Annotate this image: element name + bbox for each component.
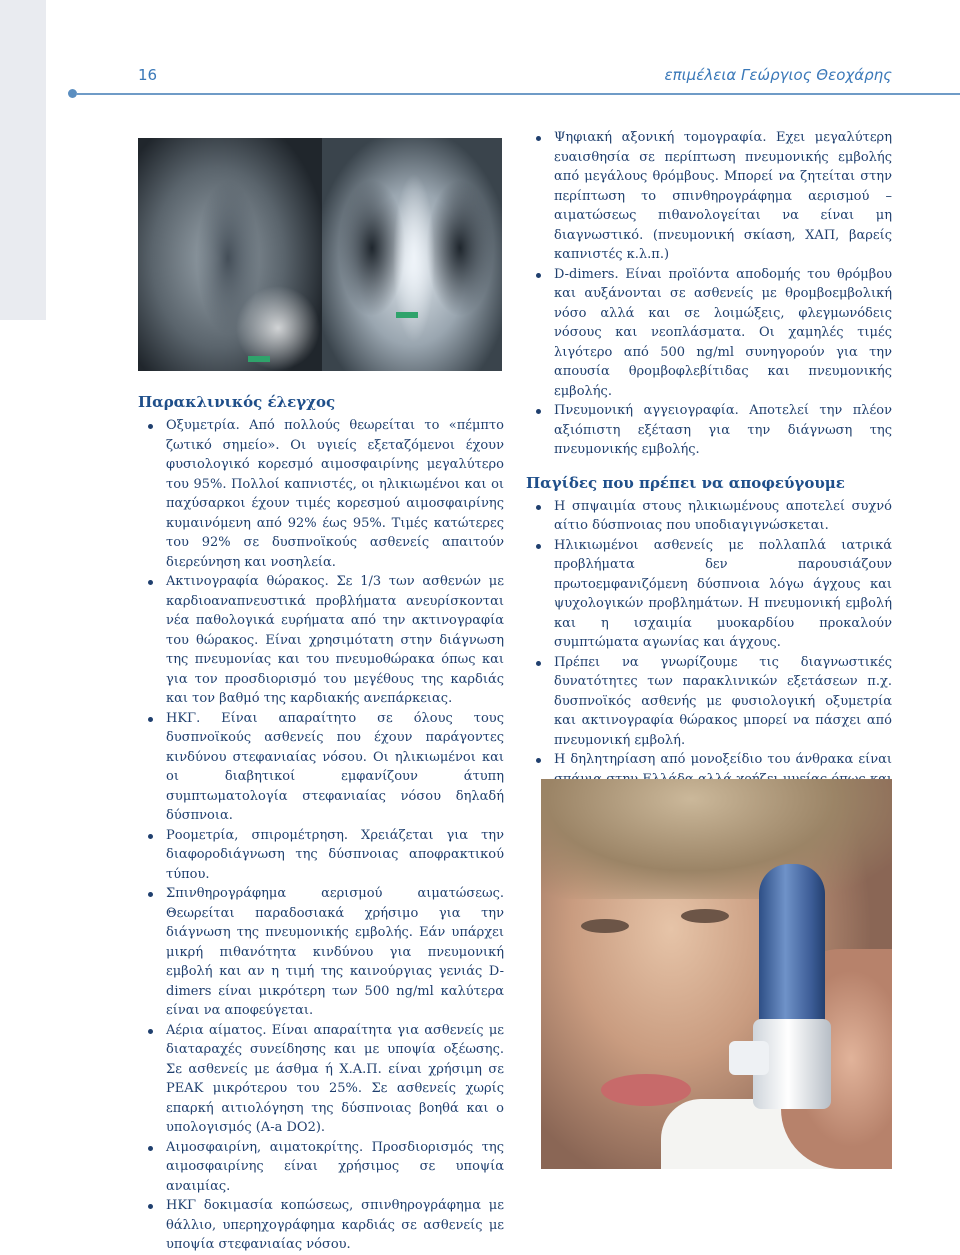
right-column	[526, 128, 892, 809]
xray-marker	[396, 312, 418, 318]
running-head: επιμέλεια Γεώργιος Θεοχάρης	[664, 66, 892, 84]
header-rule	[76, 93, 960, 95]
page-number: 16	[138, 66, 158, 84]
bullet-list	[526, 497, 892, 809]
section-title: Παρακλινικός έλεγχος	[138, 393, 336, 411]
list-item: Ροομετρία, σπιρομέτρηση. Χρειάζεται για την διαφοροδιάγνωση της δύσπνοιας αποφρακτικού τύπου.	[138, 826, 504, 885]
list-item: Πνευμονική αγγειογραφία. Αποτελεί την πλέον αξιόπιστη εξέταση για την διάγνωση της πνευμονικής εμβολής.	[526, 401, 892, 460]
list-item: Πρέπει να γνωρίζουμε τις διαγνωστικές δυνατότητες των παρακλινικών εξετάσεων π.χ. δυσπνοϊκός ασθενής με φυσιολογική οξυμετρία και ακτινογραφία θώρακος μπορεί να πάσχει από πνευμονική εμβολή.	[526, 653, 892, 751]
section-title: Παγίδες που πρέπει να αποφεύγουμε	[526, 473, 845, 492]
left-column	[138, 393, 504, 1255]
chest-xray-image	[138, 138, 502, 371]
xray-frontal-view	[322, 138, 502, 371]
inhaler-mouthpiece	[729, 1041, 769, 1075]
spacer	[526, 460, 892, 474]
list-item: Ακτινογραφία θώρακος. Σε 1/3 των ασθενών με καρδιοαναπνευστικά προβλήματα ανευρίσκονται νέα παθολογικά ευρήματα από την ακτινογραφία του θώρακος. Είναι χρησιμότατη στην διάγνωση της πνευμονίας και του πνευμοθώρακα όπως και για τον προσδιορισμό του μεγέθους της καρδιάς και τον βαθμό της καρδιακής ανεπάρκειας.	[138, 572, 504, 709]
list-item: Αέρια αίματος. Είναι απαραίτητα για ασθενείς με διαταραχές συνείδησης και με υποψία οξέωσης. Σε ασθενείς με άσθμα ή Χ.Α.Π. είναι χρήσιμη σε PEAK μικρότερου του 25%. Σε ασθενείς χωρίς επαρκή αιτιολόγηση της δύσπνοιας βοηθά και ο υπολογισμός (A-a DO2).	[138, 1021, 504, 1138]
patient-inhaler-photo	[541, 779, 892, 1169]
xray-lateral-view	[138, 138, 322, 371]
bullet-list	[526, 128, 892, 460]
list-item: ΗΚΓ. Είναι απαραίτητο σε όλους τους δυσπνοϊκούς ασθενείς που έχουν παράγοντες κινδύνου στεφανιαίας νόσου. Οι ηλικιωμένοι και οι διαβητικοί εμφανίζουν άτυπη συμπτωματολογία στεφανιαίας νόσου δηλαδή δύσπνοια.	[138, 709, 504, 826]
list-item: Οξυμετρία. Από πολλούς θεωρείται το «πέμπτο ζωτικό σημείο». Οι υγιείς εξεταζόμενοι έχουν φυσιολογικό κορεσμό αιμοσφαιρίνης μεγαλύτερο του 95%. Πολλοί καπνιστές, οι ηλικιωμένοι και οι παχύσαρκοι έχουν τιμές κορεσμού αιμοσφαιρίνης κυμαινόμενη από 92% έως 95%. Τιμές κατώτερες του 92% σε δυσπνοϊκούς ασθενείς απαιτούν διερεύνηση και νοσηλεία.	[138, 416, 504, 572]
xray-marker	[248, 356, 270, 362]
list-item: Η σπψαιμία στους ηλικιωμένους αποτελεί συχνό αίτιο δύσπνοιας που υποδιαγιγνώσκεται.	[526, 497, 892, 536]
list-item: D-dimers. Είναι προϊόντα αποδομής του θρόμβου και αυξάνονται σε ασθενείς με θρομβοεμβολική νόσο αλλά και σε λοιμώξεις, φλεγμωνόδεις νόσους και νεοπλάσματα. Οι χαμηλές τιμές λιγότερο από 500 ng/ml συνηγορούν για την απουσία θρομβοφλεβίτιδας και πνευμονικής εμβολής.	[526, 265, 892, 402]
list-item: Σπινθηρογράφημα αερισμού αιματώσεως. Θεωρείται παραδοσιακά χρήσιμο για την διάγνωση της πνευμονικής εμβολής. Εάν υπάρχει μικρή πιθανότητα κινδύνου για πνευμονική εμβολή και αν η τιμή της καινούργιας γενιάς D-dimers είναι μικρότερη των 500 ng/ml καλύτερα είναι να αποφεύγεται.	[138, 884, 504, 1021]
list-item: ΗΚΓ δοκιμασία κοπώσεως, σπινθηρογράφημα με θάλλιο, υπερηχογράφημα καρδιάς σε ασθενείς με υποψία στεφανιαίας νόσου.	[138, 1196, 504, 1255]
list-item: Αιμοσφαιρίνη, αιματοκρίτης. Προσδιορισμός της αιμοσφαιρίνης είναι χρήσιμος σε υποψία αναιμίας.	[138, 1138, 504, 1197]
list-item: Η δηλητηρίαση από μονοξείδιο του άνθρακα είναι	[526, 750, 892, 809]
list-item: Ηλικιωμένοι ασθενείς με πολλαπλά ιατρικά προβλήματα δεν παρουσιάζουν πρωτοεμφανιζόμενη δύσπνοια λόγω άγχους και ψυχολογικών προβλημάτων. Η πνευμονική εμβολή και η ισχαιμία μυοκαρδίου προκαλούν συμπτώματα αγωνίας και άγχους.	[526, 536, 892, 653]
photo-eye	[581, 919, 629, 933]
photo-lips	[601, 1074, 691, 1106]
list-item: Ψηφιακή αξονική τομογραφία. Εχει μεγαλύτερη ευαισθησία σε περίπτωση πνευμονικής εμβολής από μεγάλους θρόμβους. Μπορεί να ζητείται στην περίπτωση το σπινθηρογράφημα αερισμού – αιματώσεως πιθανολογείται να είναι μη διαγνωστικό. (πνευμονική σκίαση, ΧΑΠ, βαρείς καπνιστές κ.λ.π.)	[526, 128, 892, 265]
photo-eye	[681, 909, 729, 923]
side-strip	[0, 0, 46, 320]
photo-hair	[541, 779, 892, 899]
bullet-list	[138, 416, 504, 1255]
